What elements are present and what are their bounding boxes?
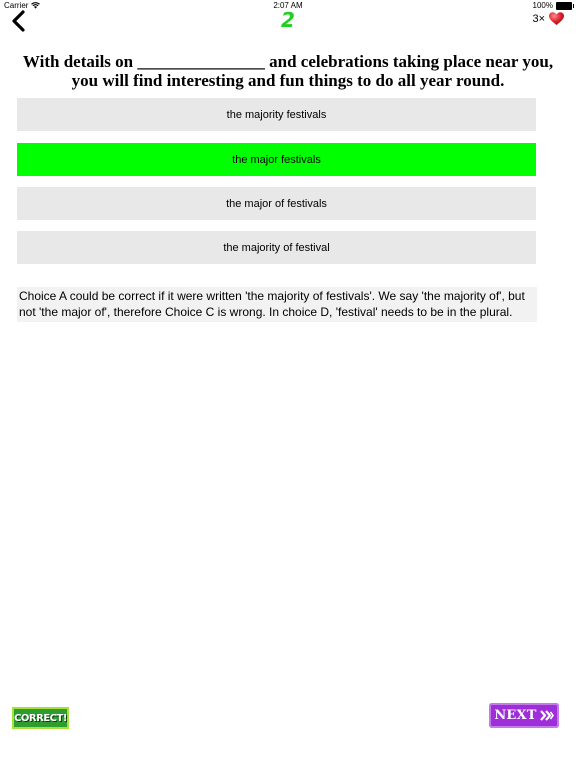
status-bar: [0, 0, 576, 12]
battery-percent: 100%: [532, 1, 553, 10]
answer-option-b[interactable]: [17, 143, 536, 176]
level-number: 2: [281, 8, 295, 32]
chevron-left-icon: [8, 10, 30, 32]
answer-option-label: the majority of festival: [223, 241, 330, 254]
status-time: 2:07 AM: [273, 1, 303, 10]
correct-badge-label: CORRECT!: [14, 712, 67, 724]
carrier-label: Carrier: [4, 1, 29, 10]
next-button[interactable]: [489, 703, 559, 728]
question-text: With details on _______________ and celebrations taking place near you, you will find interesting and fun things to do all year round.: [22, 52, 554, 90]
heart-icon: [549, 12, 564, 26]
battery-icon: [556, 2, 572, 10]
lives-count: 3×: [532, 13, 545, 25]
back-button[interactable]: [8, 10, 30, 32]
answer-option-a[interactable]: [17, 98, 536, 131]
status-right: [533, 1, 572, 10]
answer-option-label: the majority festivals: [226, 108, 327, 121]
correct-badge: [12, 707, 69, 729]
answer-option-label: the major of festivals: [226, 197, 327, 210]
lives-indicator: [532, 12, 564, 26]
double-chevron-right-icon: [540, 710, 554, 721]
answer-option-c[interactable]: [17, 187, 536, 220]
answer-option-label: the major festivals: [232, 153, 321, 166]
explanation-text: Choice A could be correct if it were written 'the majority of festivals'. We say 'the majority of', but not 'the major of', therefore Choice C is wrong. In choice D, 'festival' needs to be in the plural.: [17, 287, 537, 322]
answer-option-d[interactable]: [17, 231, 536, 264]
next-button-label: NEXT: [494, 708, 537, 723]
